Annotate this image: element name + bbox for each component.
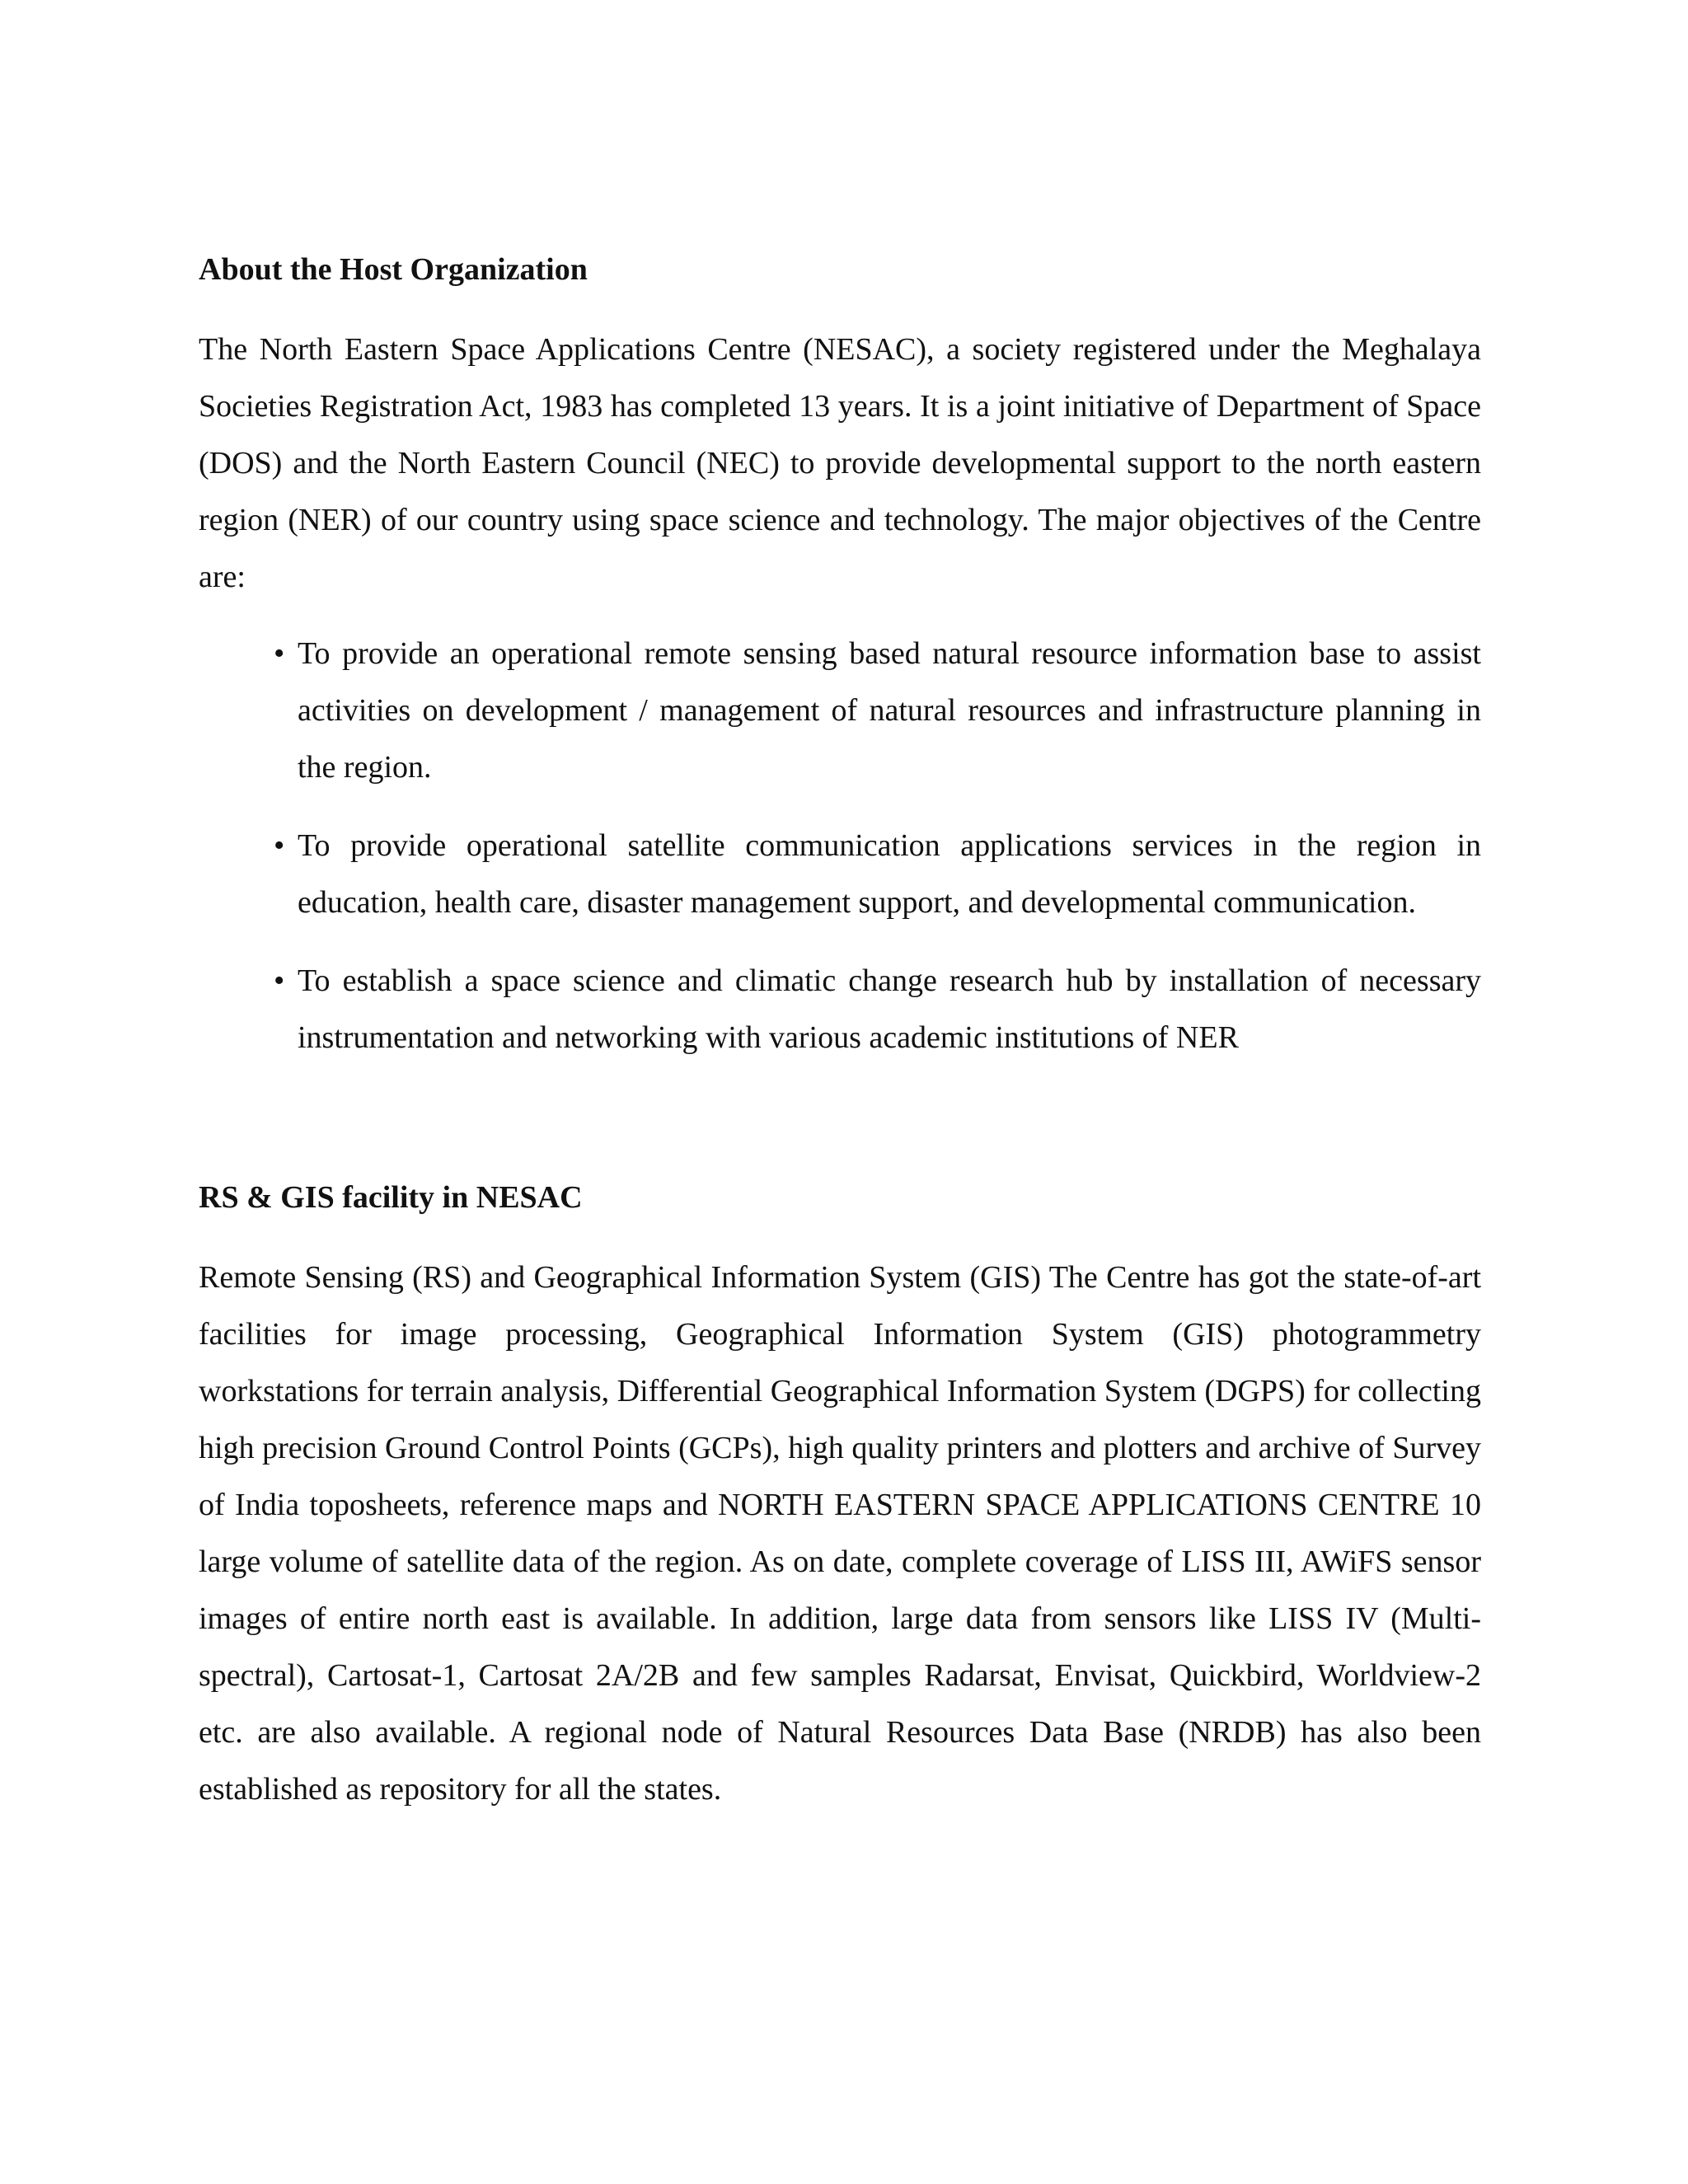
list-item-text: To establish a space science and climatic change research hub by installation of necessary instrumentation and networking with various academic institutions of NER: [298, 963, 1481, 1055]
section-heading: About the Host Organization: [199, 252, 588, 287]
section-heading: RS & GIS facility in NESAC: [199, 1180, 583, 1215]
section-paragraph: The North Eastern Space Applications Centre (NESAC), a society registered under the Meghalaya Societies Registration Act, 1983 has completed 13 years. It is a joint initiative of Department of Space (DOS) and the North Eastern Council (NEC) to provide developmental support to the north eastern region (NER) of our country using space science and technology. The major objectives of the Centre are:: [199, 332, 1481, 594]
section-about-host-organization: [199, 249, 1481, 1088]
bullet-icon: •: [274, 963, 285, 998]
list-item: [199, 953, 1481, 1066]
bullet-icon: •: [274, 636, 285, 671]
list-item-text: To provide operational satellite communication applications services in the region in education, health care, disaster management support, and developmental communication.: [298, 828, 1481, 920]
list-item: [199, 818, 1481, 931]
list-item-text: To provide an operational remote sensing based natural resource information base to assist activities on development / management of natural resources and infrastructure planning in the region.: [298, 636, 1481, 785]
section-paragraph: Remote Sensing (RS) and Geographical Information System (GIS) The Centre has got the state-of-art facilities for image processing, Geographical Information System (GIS) photogrammetry workstations for terrain analysis, Differential Geographical Information System (DGPS) for collecting high precision Ground Control Points (GCPs), high quality printers and plotters and archive of Survey of India toposheets, reference maps and NORTH EASTERN SPACE APPLICATIONS CENTRE 10 large volume of satellite data of the region. As on date, complete coverage of LISS III, AWiFS sensor images of entire north east is available. In addition, large data from sensors like LISS IV (Multi-spectral), Cartosat-1, Cartosat 2A/2B and few samples Radarsat, Envisat, Quickbird, Worldview-2 etc. are also available. A regional node of Natural Resources Data Base (NRDB) has also been established as repository for all the states.: [199, 1260, 1481, 1807]
objectives-list: [199, 626, 1481, 1066]
section-rs-gis-facility: [199, 1177, 1481, 1818]
list-item: [199, 626, 1481, 796]
bullet-icon: •: [274, 828, 285, 863]
